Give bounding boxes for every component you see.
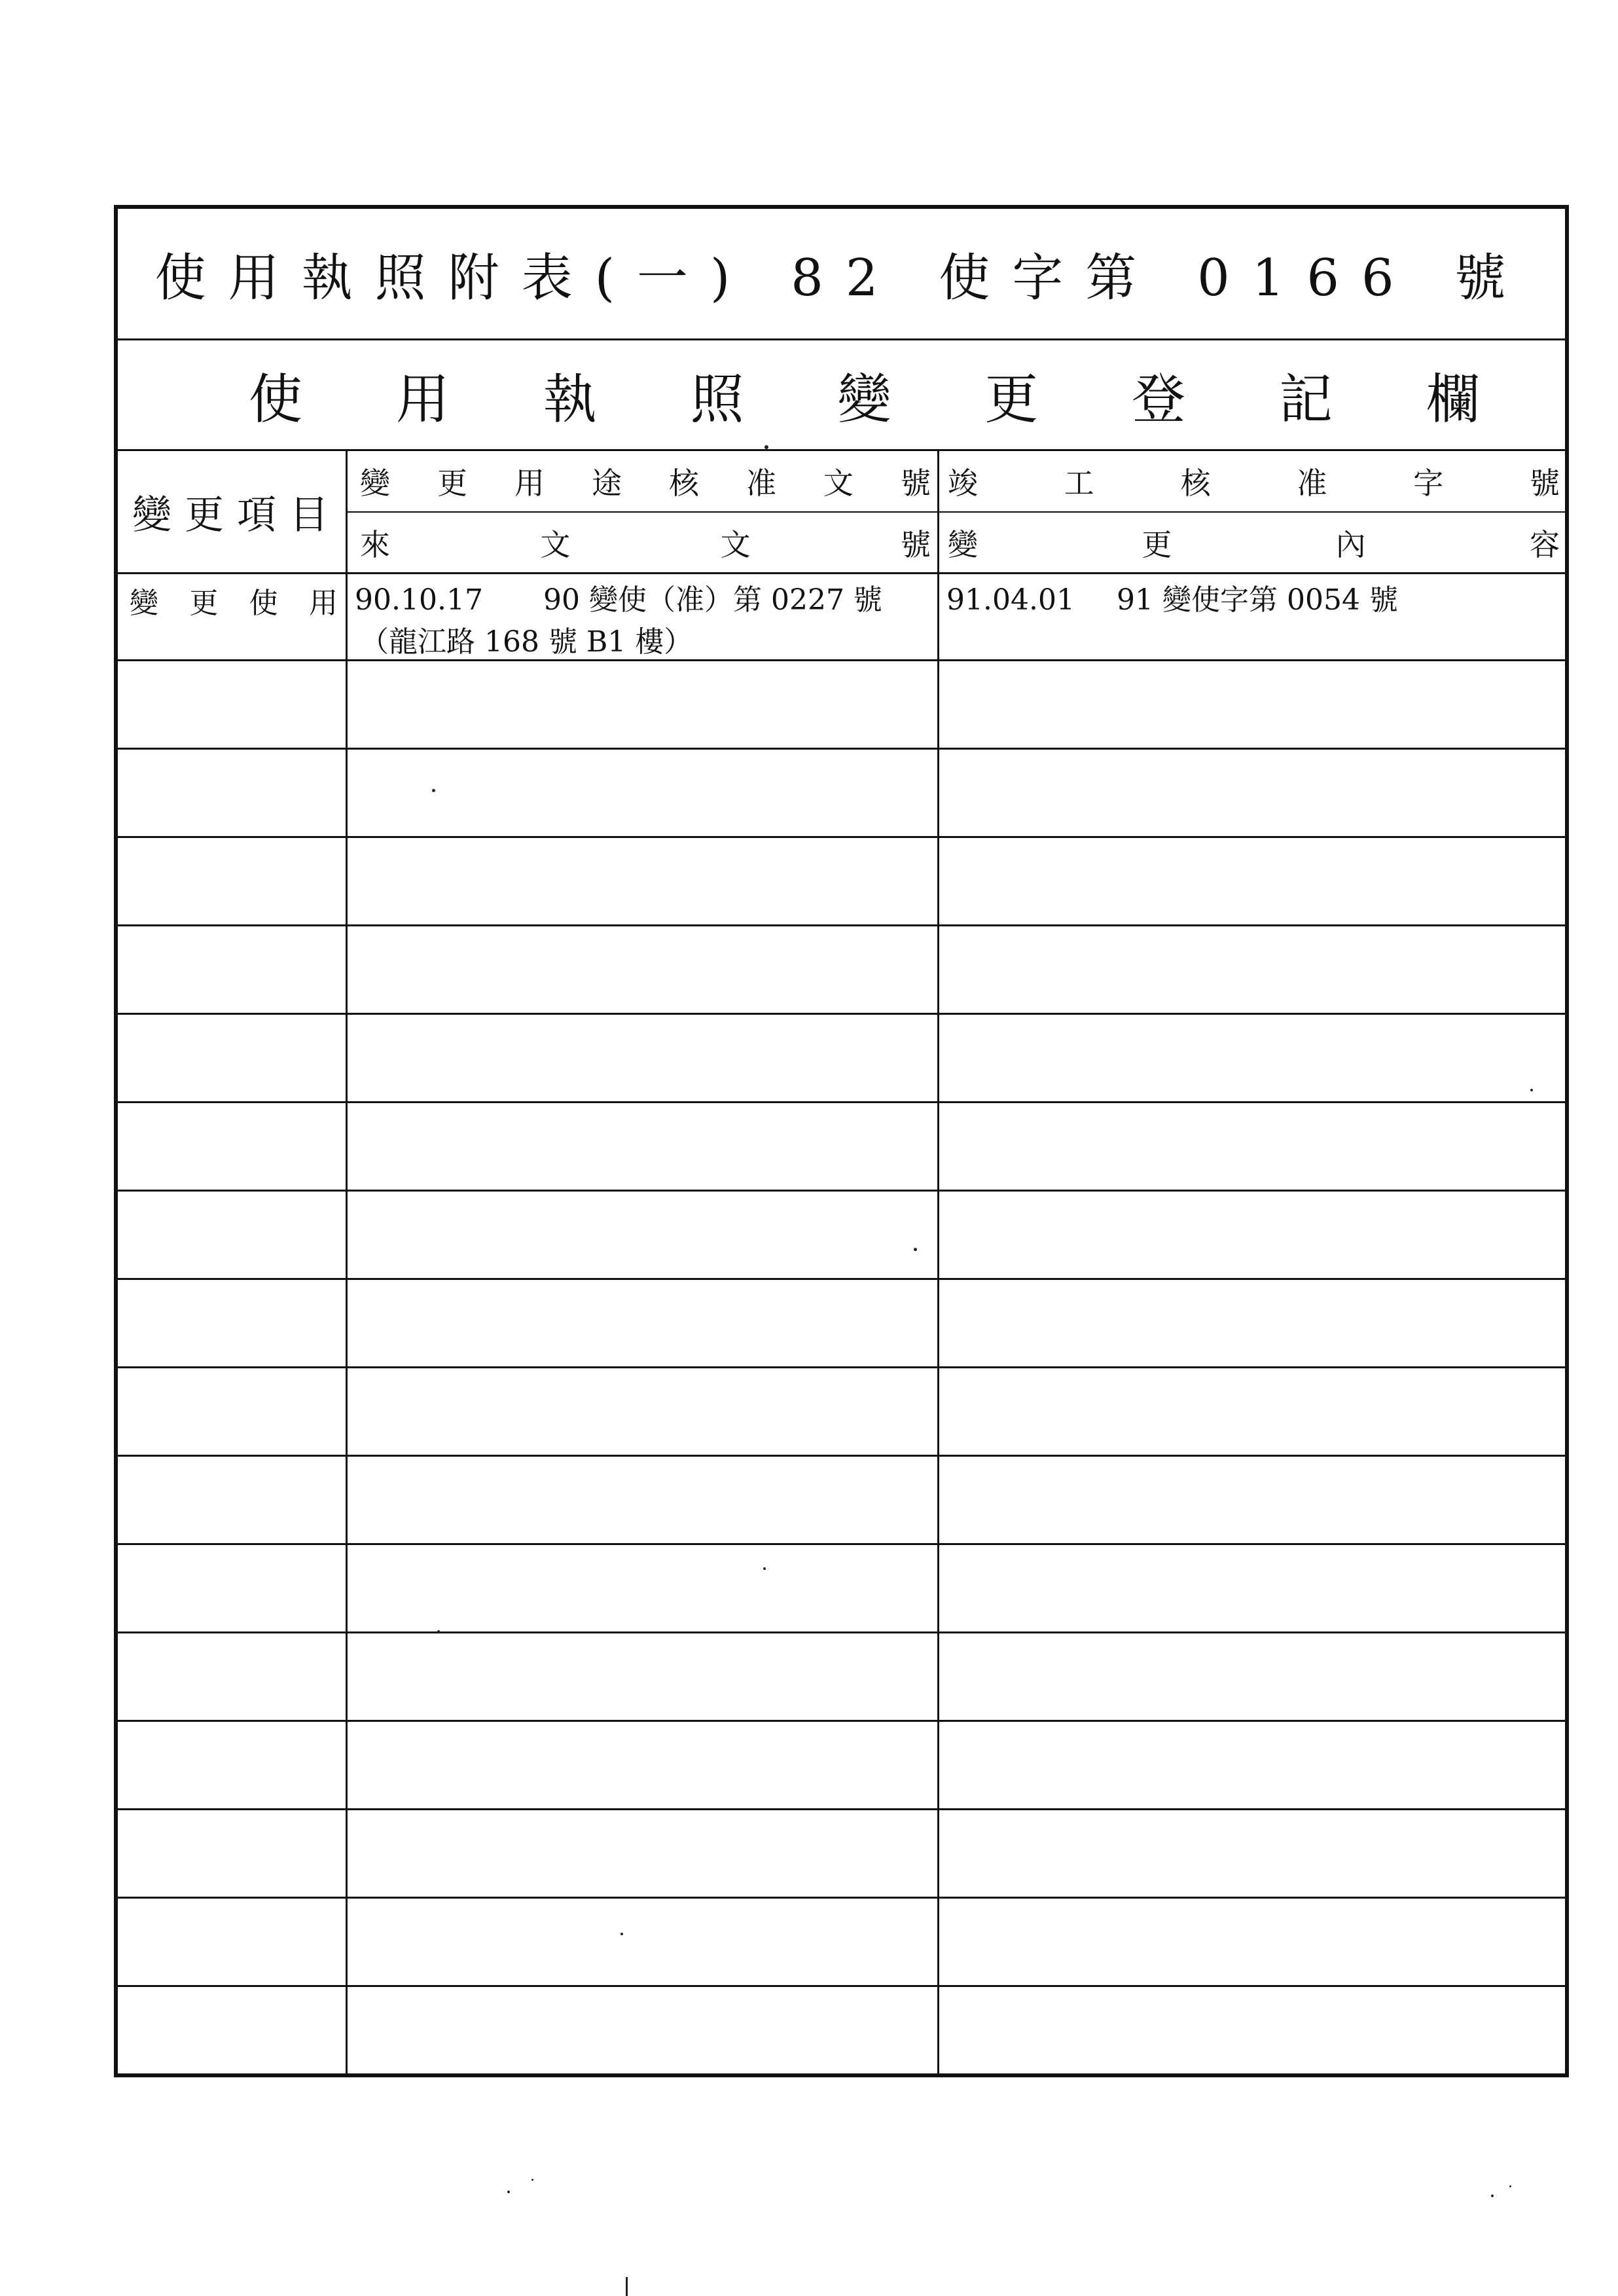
header-char: 核 xyxy=(1180,465,1211,501)
row-line xyxy=(118,1455,1565,1457)
column-divider-left xyxy=(346,451,348,2073)
scan-speck xyxy=(1530,1089,1533,1091)
header-char: 工 xyxy=(1064,465,1094,501)
subtitle-char: 用 xyxy=(395,368,450,431)
header-approval-doc-no xyxy=(360,451,931,511)
row-line xyxy=(118,1278,1565,1280)
header-char: 准 xyxy=(1297,465,1327,501)
scan-speck xyxy=(914,1248,917,1251)
subtitle-char: 更 xyxy=(984,368,1039,431)
scan-speck xyxy=(763,1567,766,1570)
header-char: 字 xyxy=(1413,465,1444,501)
header-char: 文 xyxy=(720,526,751,562)
header-char: 更 xyxy=(1142,526,1172,562)
header-char: 變 xyxy=(360,465,390,501)
row-line xyxy=(118,1190,1565,1192)
subtitle-char: 欄 xyxy=(1426,368,1480,431)
subtitle-char: 使 xyxy=(249,368,303,431)
entry-completion-date: 91.04.01 xyxy=(946,583,1075,617)
header-char: 容 xyxy=(1529,526,1560,562)
entry-completion-no: 91 變使字第 0054 號 xyxy=(1117,583,1398,617)
header-char: 竣 xyxy=(948,465,978,501)
header-char: 內 xyxy=(1335,526,1366,562)
header-char: 變 xyxy=(132,492,171,538)
scan-speck xyxy=(531,2179,533,2181)
subtitle-char: 變 xyxy=(837,368,891,431)
scan-speck xyxy=(507,2191,510,2193)
header-incoming-doc-no xyxy=(360,513,931,572)
entry-change-item xyxy=(130,582,338,619)
entry-approval-date: 90.10.17 xyxy=(355,583,483,617)
header-completion-no xyxy=(948,451,1560,511)
header-change-content xyxy=(948,513,1560,572)
subtitle-char: 執 xyxy=(543,368,597,431)
row-line xyxy=(118,1013,1565,1015)
header-char: 用 xyxy=(514,465,545,501)
title-row xyxy=(118,209,1565,338)
header-char: 號 xyxy=(1529,465,1560,501)
header-char: 目 xyxy=(289,492,329,538)
entry-item-char: 更 xyxy=(189,587,219,620)
change-registration-form xyxy=(114,205,1569,2077)
subtitle-char: 登 xyxy=(1132,368,1186,431)
header-char: 號 xyxy=(900,526,931,562)
header-char: 途 xyxy=(592,465,622,501)
scan-speck xyxy=(1509,2185,1511,2187)
entry-approval-no: 90 變使（准）第 0227 號 xyxy=(543,583,882,617)
scan-speck xyxy=(432,789,435,792)
header-char: 更 xyxy=(185,492,224,538)
entry-item-char: 用 xyxy=(308,587,338,620)
form-title: 使用執照附表(一) 82 使字第 0166 號 xyxy=(154,249,1528,308)
row-line xyxy=(118,659,1565,661)
header-char: 文 xyxy=(540,526,571,562)
header-char: 號 xyxy=(901,465,931,501)
row-line xyxy=(118,1631,1565,1633)
entry-item-char: 變 xyxy=(130,587,158,620)
header-divider xyxy=(118,572,1565,574)
scan-mark xyxy=(626,2277,628,2296)
row-line xyxy=(118,1985,1565,1987)
scan-speck xyxy=(1491,2195,1494,2197)
entry-item-char: 使 xyxy=(249,587,278,620)
subtitle-char: 照 xyxy=(690,368,744,431)
scan-speck xyxy=(620,1933,623,1935)
row-line xyxy=(118,1720,1565,1722)
subtitle-row xyxy=(249,340,1480,449)
scan-speck xyxy=(437,1630,440,1633)
header-char: 准 xyxy=(746,465,776,501)
entry-location: （龍江路 168 號 B1 樓） xyxy=(360,625,693,659)
header-char: 更 xyxy=(437,465,467,501)
header-char: 變 xyxy=(948,526,978,562)
header-change-item xyxy=(132,451,329,572)
column-divider-right xyxy=(937,451,939,2073)
row-line xyxy=(118,1897,1565,1899)
row-line xyxy=(118,924,1565,926)
scan-speck xyxy=(764,445,768,449)
header-char: 項 xyxy=(237,492,276,538)
row-line xyxy=(118,1366,1565,1368)
row-line xyxy=(118,1543,1565,1545)
row-line xyxy=(118,748,1565,750)
row-line xyxy=(118,1101,1565,1103)
row-line xyxy=(118,836,1565,838)
header-char: 來 xyxy=(360,526,390,562)
subtitle-char: 記 xyxy=(1279,368,1333,431)
row-line xyxy=(118,1808,1565,1810)
header-char: 核 xyxy=(669,465,699,501)
header-char: 文 xyxy=(823,465,854,501)
